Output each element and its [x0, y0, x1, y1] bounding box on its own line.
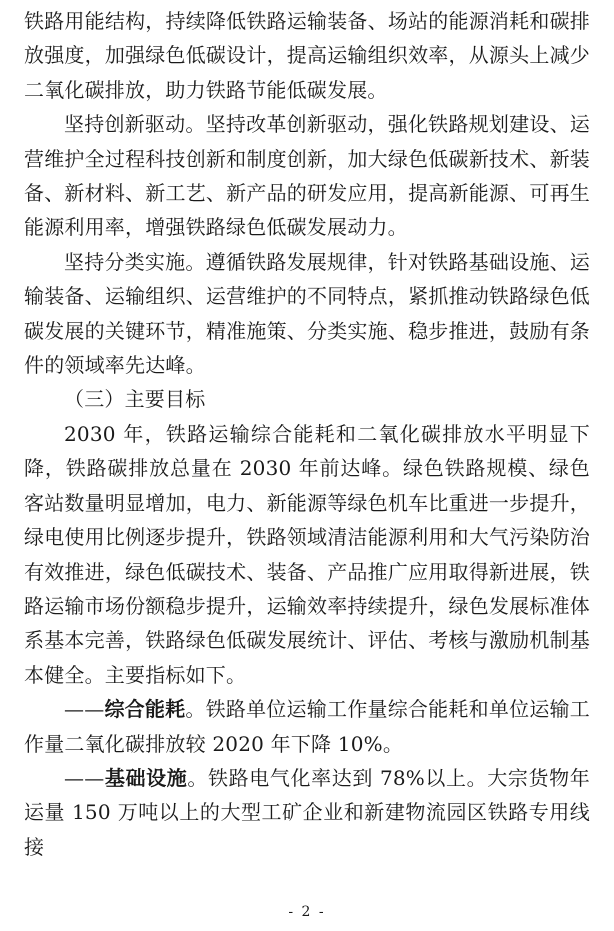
- indicator-title: 综合能耗: [104, 697, 186, 722]
- indicator-dash: ——: [64, 765, 105, 790]
- paragraph-energy-structure: 铁路用能结构，持续降低铁路运输装备、场站的能源消耗和碳排放强度，加强绿色低碳设计，提高运输组织效率，从源头上减少二氧化碳排放，助力铁路节能低碳发展。: [24, 9, 590, 102]
- document-body: [24, 4, 590, 864]
- indicator-infrastructure: [24, 761, 590, 864]
- page-number: - 2 -: [288, 904, 326, 920]
- paragraph-classified-implementation: 坚持分类实施。遵循铁路发展规律，针对铁路基础设施、运输装备、运输组织、运营维护的不同特点，紧抓推动铁路绿色低碳发展的关键环节，精准施策、分类实施、稳步推进，鼓励有条件的领域率先达峰。: [24, 249, 590, 378]
- indicator-dash: ——: [64, 697, 105, 722]
- paragraph-2030-goals: 2030 年，铁路运输综合能耗和二氧化碳排放水平明显下降，铁路碳排放总量在 2030 年前达峰。绿色铁路规模、绿色客站数量明显增加，电力、新能源等绿色机车比重进一步提升，绿电使用比例逐步提升，铁路领域清洁能源利用和大气污染防治有效推进，绿色低碳技术、装备、产品推广应用取得新进展，铁路运输市场份额稳步提升，运输效率持续提升，绿色发展标准体系基本完善，铁路绿色低碳发展统计、评估、考核与激励机制基本健全。主要指标如下。: [24, 421, 590, 687]
- section-heading-main-goals: （三）主要目标: [64, 387, 206, 412]
- indicator-title: 基础设施: [104, 765, 188, 790]
- indicator-text: 。铁路单位运输工作量综合能耗和单位运输工作量二氧化碳排放较 2020 年下降 10%。: [24, 697, 590, 756]
- indicator-comprehensive-energy: [24, 692, 590, 761]
- indicator-text: 。铁路电气化率达到 78%以上。大宗货物年运量 150 万吨以上的大型工矿企业和新建物流园区铁路专用线接: [24, 765, 590, 859]
- paragraph-innovation-driven: 坚持创新驱动。坚持改革创新驱动，强化铁路规划建设、运营维护全过程科技创新和制度创新，加大绿色低碳新技术、新装备、新材料、新工艺、新产品的研发应用，提高新能源、可再生能源利用率，增强铁路绿色低碳发展动力。: [24, 112, 590, 240]
